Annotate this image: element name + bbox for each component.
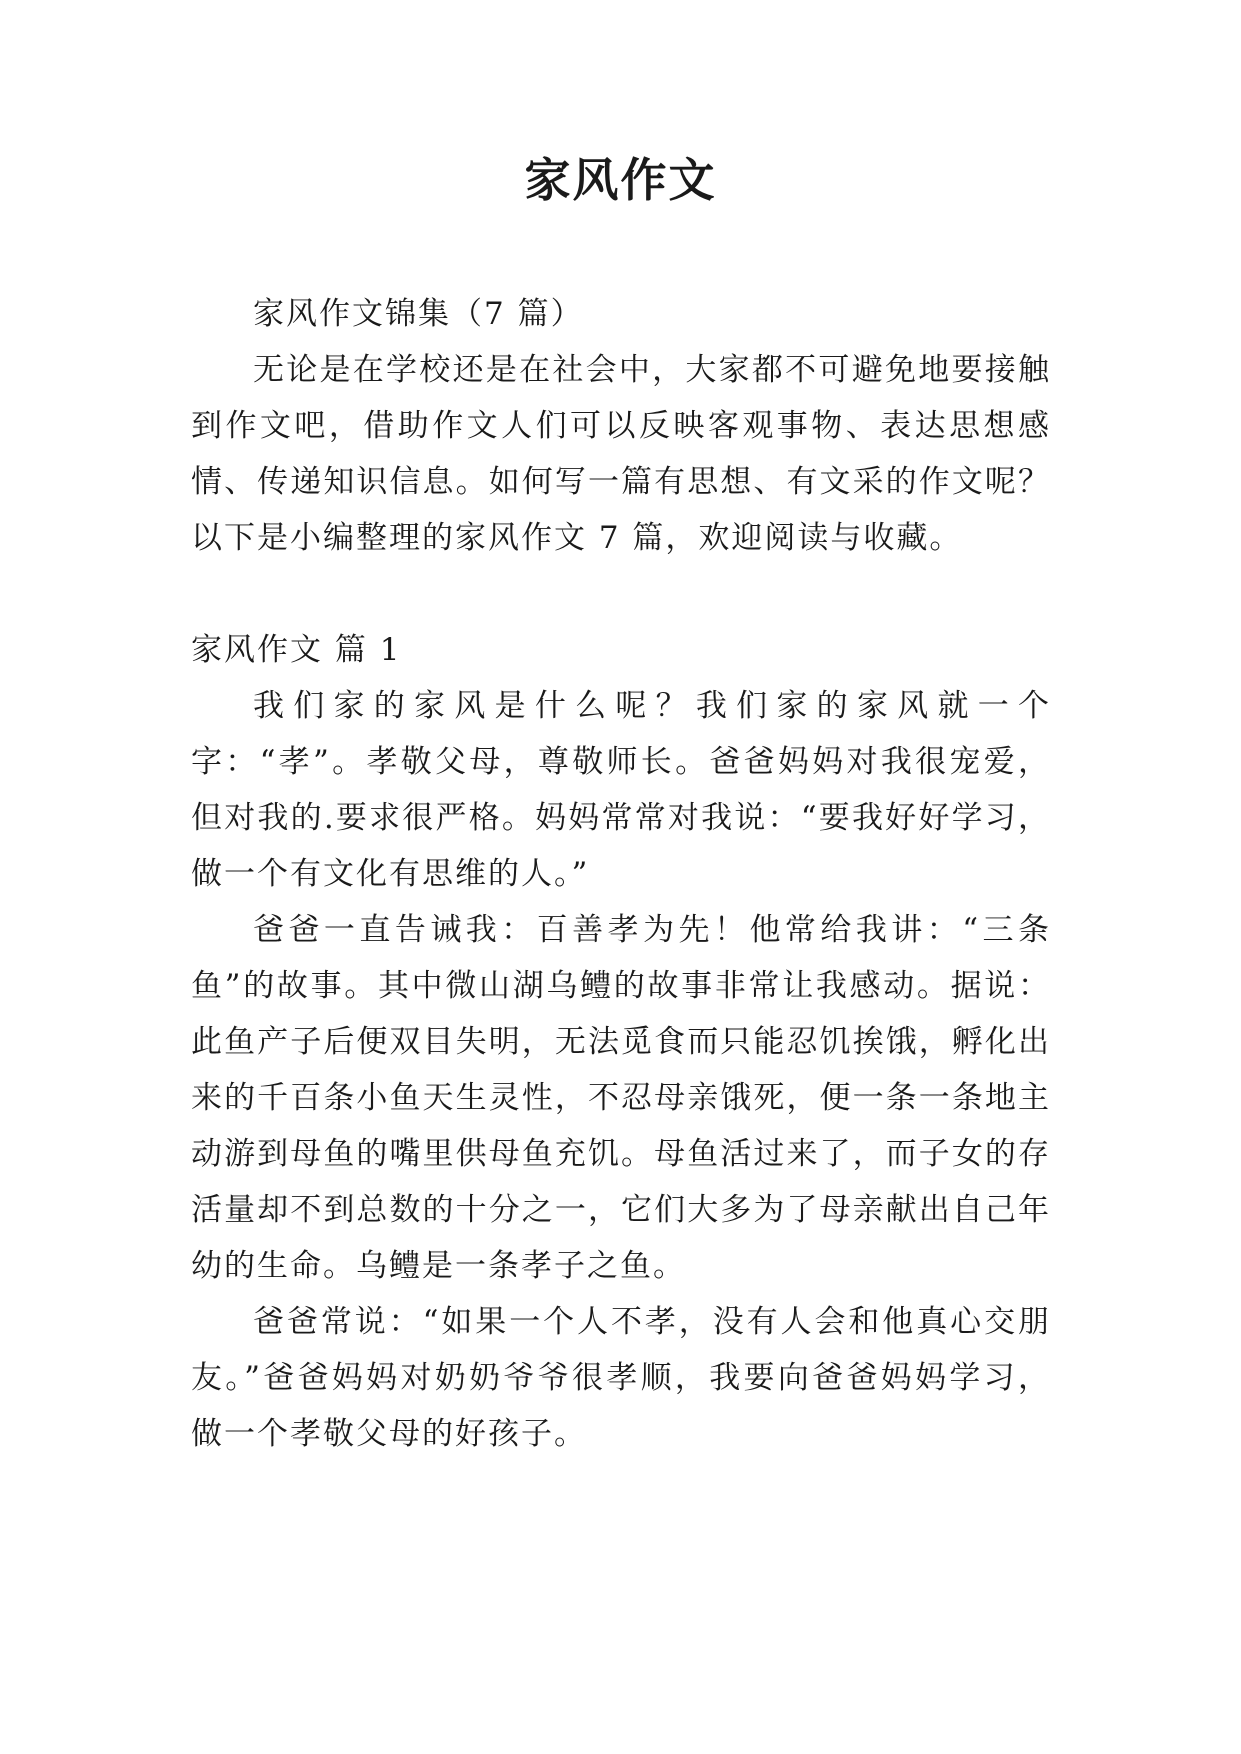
collection-subtitle: 家风作文锦集（7 篇） [253, 296, 584, 332]
document-title: 家风作文 [524, 153, 717, 207]
body-paragraph-3: 爸爸常说：“如果一个人不孝，没有人会和他真心交朋友。”爸爸妈妈对奶奶爷爷很孝顺，我要向爸爸妈妈学习，做一个孝敬父母的好孩子。 [191, 1304, 1051, 1452]
document-body [191, 286, 1051, 1462]
intro-paragraph: 无论是在学校还是在社会中，大家都不可避免地要接触到作文吧，借助作文人们可以反映客观事物、表达思想感情、传递知识信息。如何写一篇有思想、有文采的作文呢？以下是小编整理的家风作文 7 篇，欢迎阅读与收藏。 [191, 352, 1051, 556]
section-heading: 家风作文 篇 1 [191, 632, 402, 668]
body-paragraph-1: 我们家的家风是什么呢？我们家的家风就一个字：“孝”。孝敬父母，尊敬师长。爸爸妈妈对我很宠爱，但对我的.要求很严格。妈妈常常对我说：“要我好好学习，做一个有文化有思维的人。” [191, 688, 1051, 892]
body-paragraph-2: 爸爸一直告诫我：百善孝为先！他常给我讲：“三条鱼”的故事。其中微山湖乌鳢的故事非常让我感动。据说：此鱼产子后便双目失明，无法觅食而只能忍饥挨饿，孵化出来的千百条小鱼天生灵性，不忍母亲饿死，便一条一条地主动游到母鱼的嘴里供母鱼充饥。母鱼活过来了，而子女的存活量却不到总数的十分之一，它们大多为了母亲献出自己年幼的生命。乌鳢是一条孝子之鱼。 [191, 912, 1051, 1284]
